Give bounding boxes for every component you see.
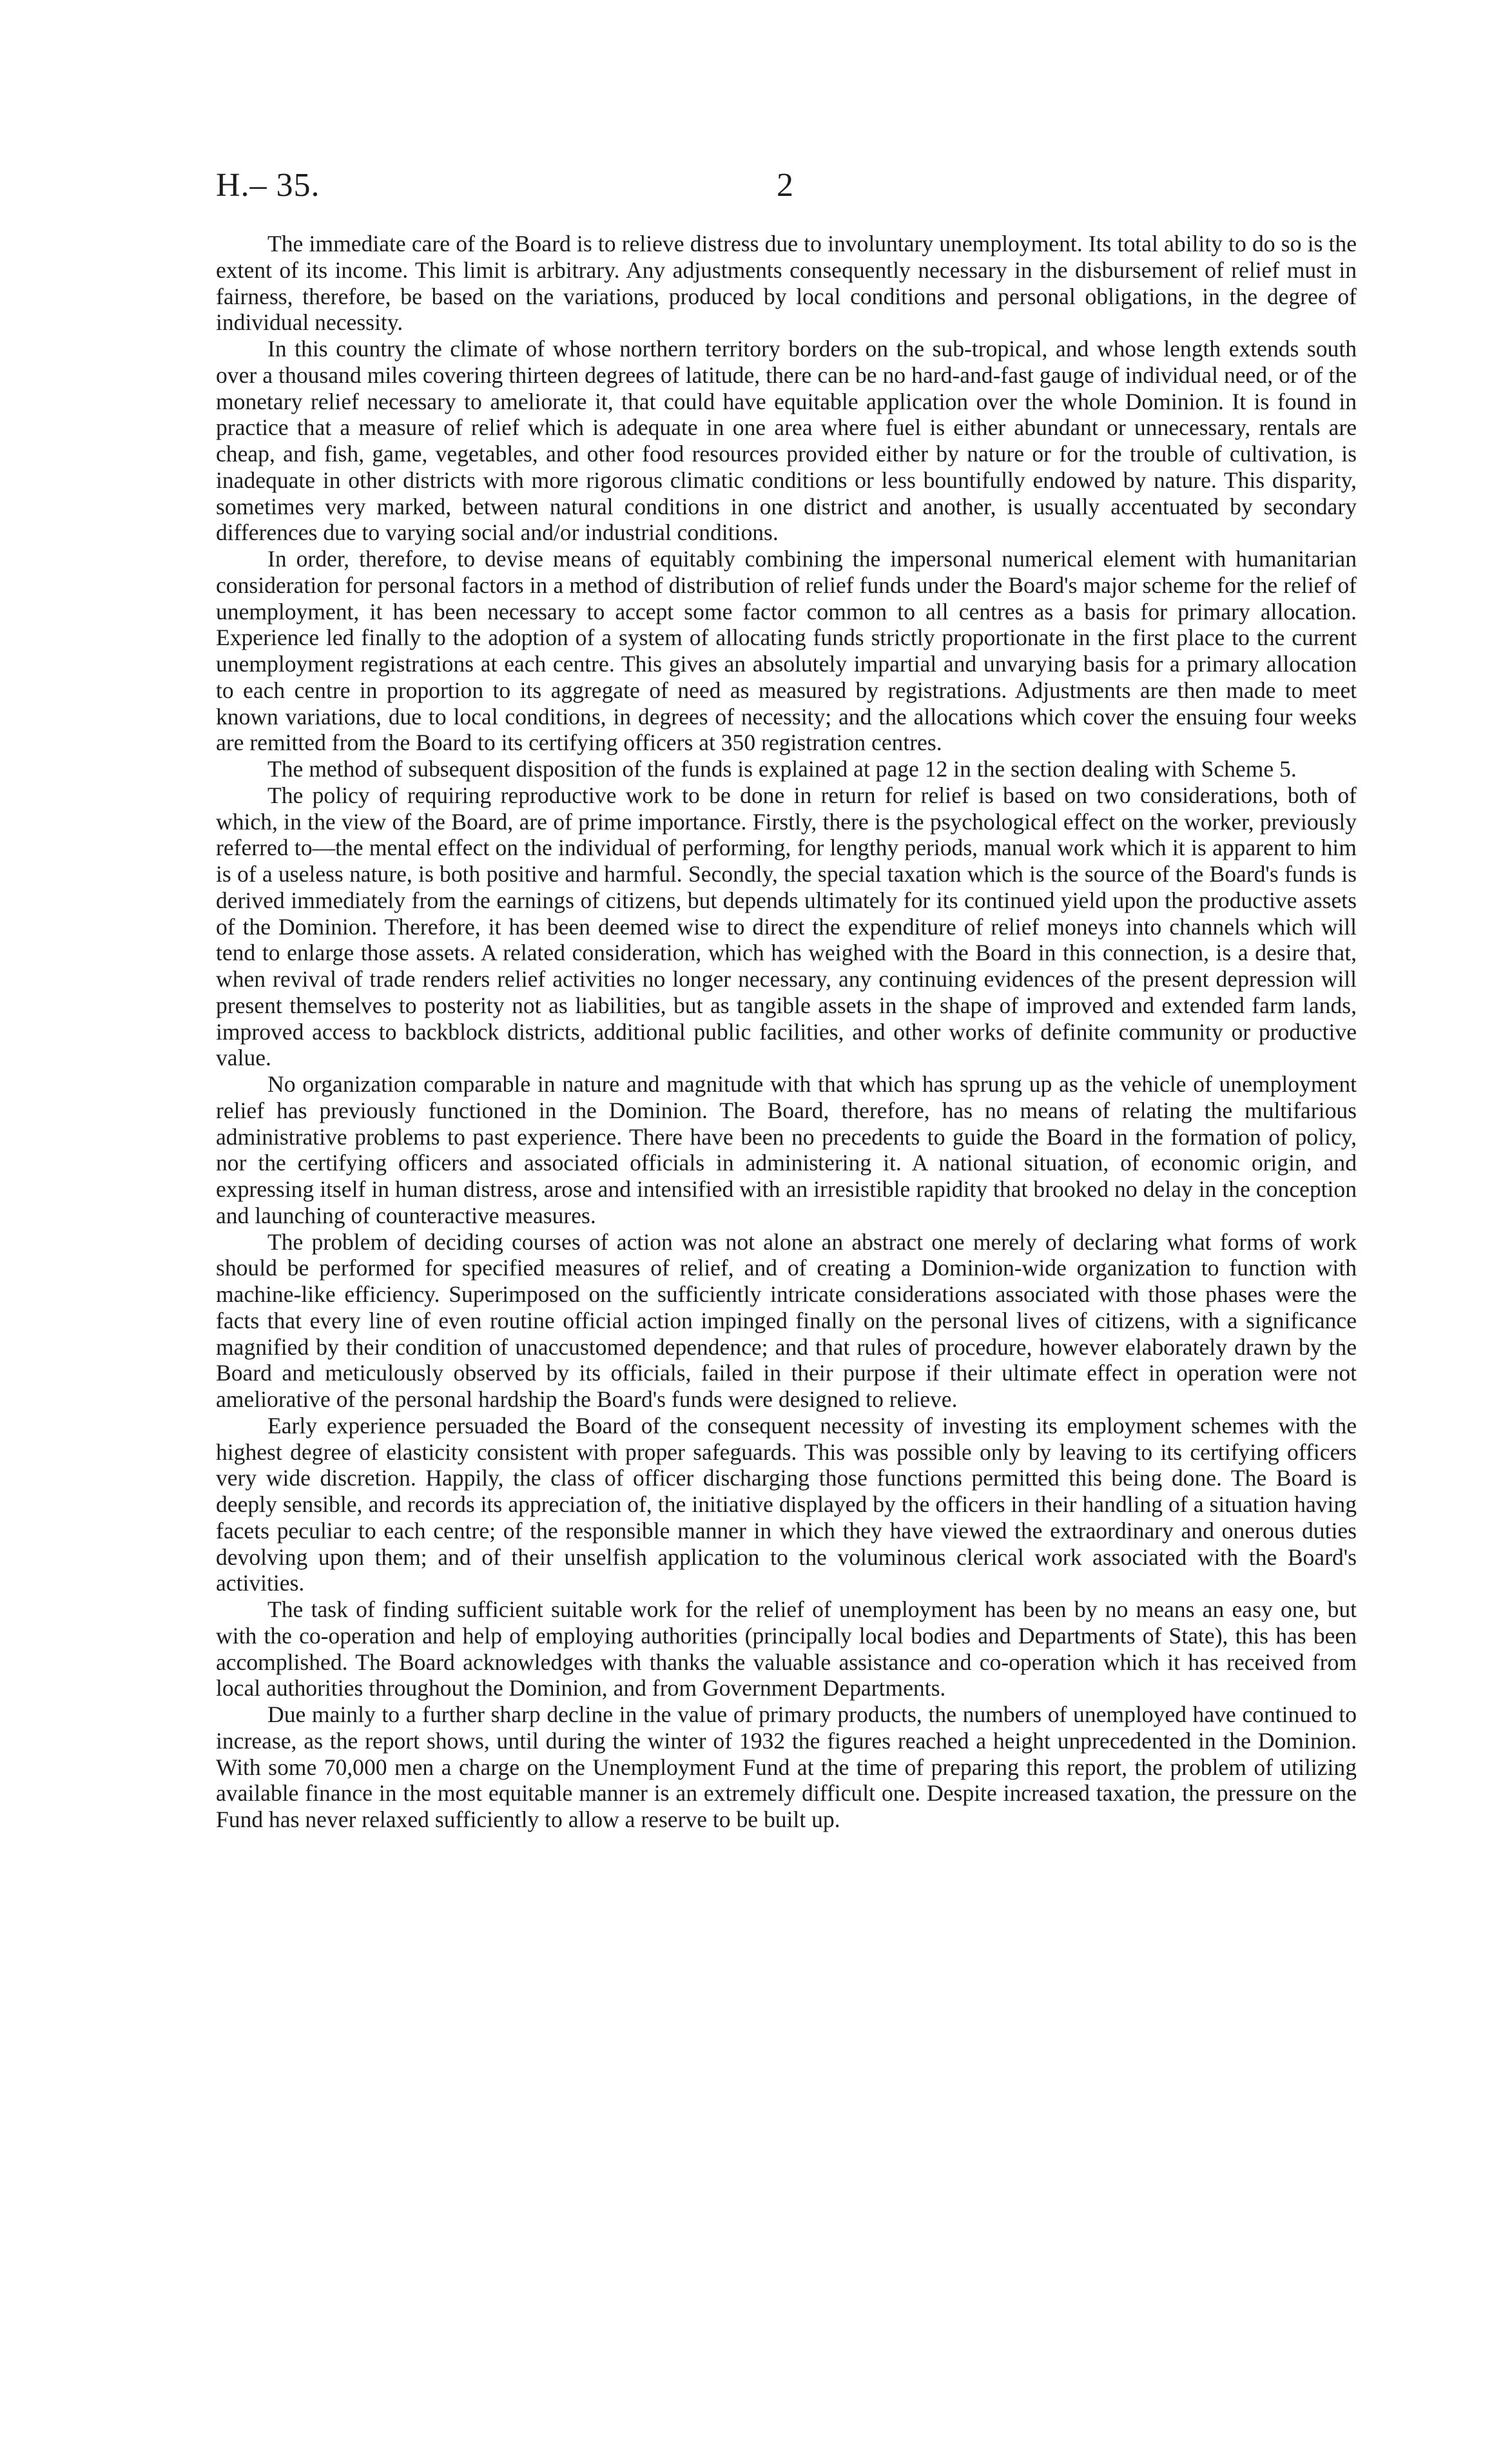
paragraph-rising-unemployment: Due mainly to a further sharp decline in the value of primary products, the numbers of unemployed have continued to increase, as the report shows, until during the winter of 1932 the figures reached a height unprecedented in the Dominion. With some 70,000 men a charge on the Unemployment Fund at the time of preparing this report, the problem of utilizing available finance in the most equitable manner is an extremely difficult one. Despite increased taxation, the pressure on the Fund has never relaxed sufficiently to allow a reserve to be built up. — [216, 1701, 1357, 1832]
document-reference: H.– 35. — [216, 167, 320, 204]
paragraph-deciding-courses: The problem of deciding courses of action was not alone an abstract one merely of declaring what forms of work should be performed for specified measures of relief, and of creating a Dominion-wide organization to function with machine-like efficiency. Superimposed on the sufficiently intricate considerations associated with those phases were the facts that every line of even routine official action impinged finally on the personal lives of citizens, with a significance magnified by their condition of unaccustomed dependence; and that rules of procedure, however elaborately drawn by the Board and meticulously observed by its officials, failed in their purpose if their ultimate effect in operation were not ameliorative of the personal hardship the Board's funds were designed to relieve. — [216, 1228, 1357, 1412]
paragraph-finding-work: The task of finding sufficient suitable work for the relief of unemployment has been by no means an easy one, but with the co-operation and help of employing authorities (principally local bodies and Departments of State), this has been accomplished. The Board acknowledges with thanks the valuable assistance and co-operation which it has received from local authorities throughout the Dominion, and from Government Departments. — [216, 1596, 1357, 1701]
paragraph-officers-discretion: Early experience persuaded the Board of the consequent necessity of investing its employment schemes with the highest degree of elasticity consistent with proper safeguards. This was possible only by leaving to its certifying officers very wide discretion. Happily, the class of officer discharging those functions permitted this being done. The Board is deeply sensible, and records its appreciation of, the initiative displayed by the officers in their handling of a situation having facets peculiar to each centre; of the responsible manner in which they have viewed the extraordinary and onerous duties devolving upon them; and of their unselfish application to the voluminous clerical work associated with the Board's activities. — [216, 1412, 1357, 1596]
paragraph-climate-disparity: In this country the climate of whose northern territory borders on the sub-tropical, and whose length extends south over a thousand miles covering thirteen degrees of latitude, there can be no hard-and-fast gauge of individual need, or of the monetary relief necessary to ameliorate it, that could have equitable application over the whole Dominion. It is found in practice that a measure of relief which is adequate in one area where fuel is either abundant or unnecessary, rentals are cheap, and fish, game, vegetables, and other food resources provided either by nature or for the trouble of cultivation, is inadequate in other districts with more rigorous climatic conditions or less bountifully endowed by nature. This disparity, sometimes very marked, between natural conditions in one district and another, is usually accentuated by secondary differences due to varying social and/or industrial conditions. — [216, 336, 1357, 546]
page-number: 2 — [777, 167, 793, 204]
paragraph-involuntary-unemployment: The immediate care of the Board is to relieve distress due to involuntary unemployment. Its total ability to do so is the extent of its income. This limit is arbitrary. Any adjustments consequently necessary in the disbursement of relief must in fairness, therefore, be based on the variations, produced by local conditions and personal obligations, in the degree of individual necessity. — [216, 231, 1357, 336]
body-text — [216, 231, 1357, 1833]
paragraph-reproductive-work-policy: The policy of requiring reproductive work to be done in return for relief is based on two considerations, both of which, in the view of the Board, are of prime importance. Firstly, there is the psychological effect on the worker, previously referred to—the mental effect on the individual of performing, for lengthy periods, manual work which it is apparent to him is of a useless nature, is both positive and harmful. Secondly, the special taxation which is the source of the Board's funds is derived immediately from the earnings of citizens, but depends ultimately for its continued yield upon the productive assets of the Dominion. Therefore, it has been deemed wise to direct the expenditure of relief moneys into channels which will tend to enlarge those assets. A related consideration, which has weighed with the Board in this connection, is a desire that, when revival of trade renders relief activities no longer necessary, any continuing evidences of the present depression will present themselves to posterity not as liabilities, but as tangible assets in the shape of improved and extended farm lands, improved access to backblock districts, additional public facilities, and other works of definite community or productive value. — [216, 782, 1357, 1071]
paragraph-allocation-method: In order, therefore, to devise means of equitably combining the impersonal numerical element with humanitarian consideration for personal factors in a method of distribution of relief funds under the Board's major scheme for the relief of unemployment, it has been necessary to accept some factor common to all centres as a basis for primary allocation. Experience led finally to the adoption of a system of allocating funds strictly proportionate in the first place to the current unemployment registrations at each centre. This gives an absolutely impartial and unvarying basis for a primary allocation to each centre in proportion to its aggregate of need as measured by registrations. Adjustments are then made to meet known variations, due to local conditions, in degrees of necessity; and the allocations which cover the ensuing four weeks are remitted from the Board to its certifying officers at 350 registration centres. — [216, 546, 1357, 756]
page-header — [216, 166, 1357, 211]
paragraph-no-precedents: No organization comparable in nature and magnitude with that which has sprung up as the vehicle of unemployment relief has previously functioned in the Dominion. The Board, therefore, has no means of relating the multifarious administrative problems to past experience. There have been no precedents to guide the Board in the formation of policy, nor the certifying officers and associated officials in administering it. A national situation, of economic origin, and expressing itself in human distress, arose and intensified with an irresistible rapidity that brooked no delay in the conception and launching of counteractive measures. — [216, 1071, 1357, 1228]
paragraph-scheme-5-reference: The method of subsequent disposition of the funds is explained at page 12 in the section dealing with Scheme 5. — [267, 756, 1297, 782]
